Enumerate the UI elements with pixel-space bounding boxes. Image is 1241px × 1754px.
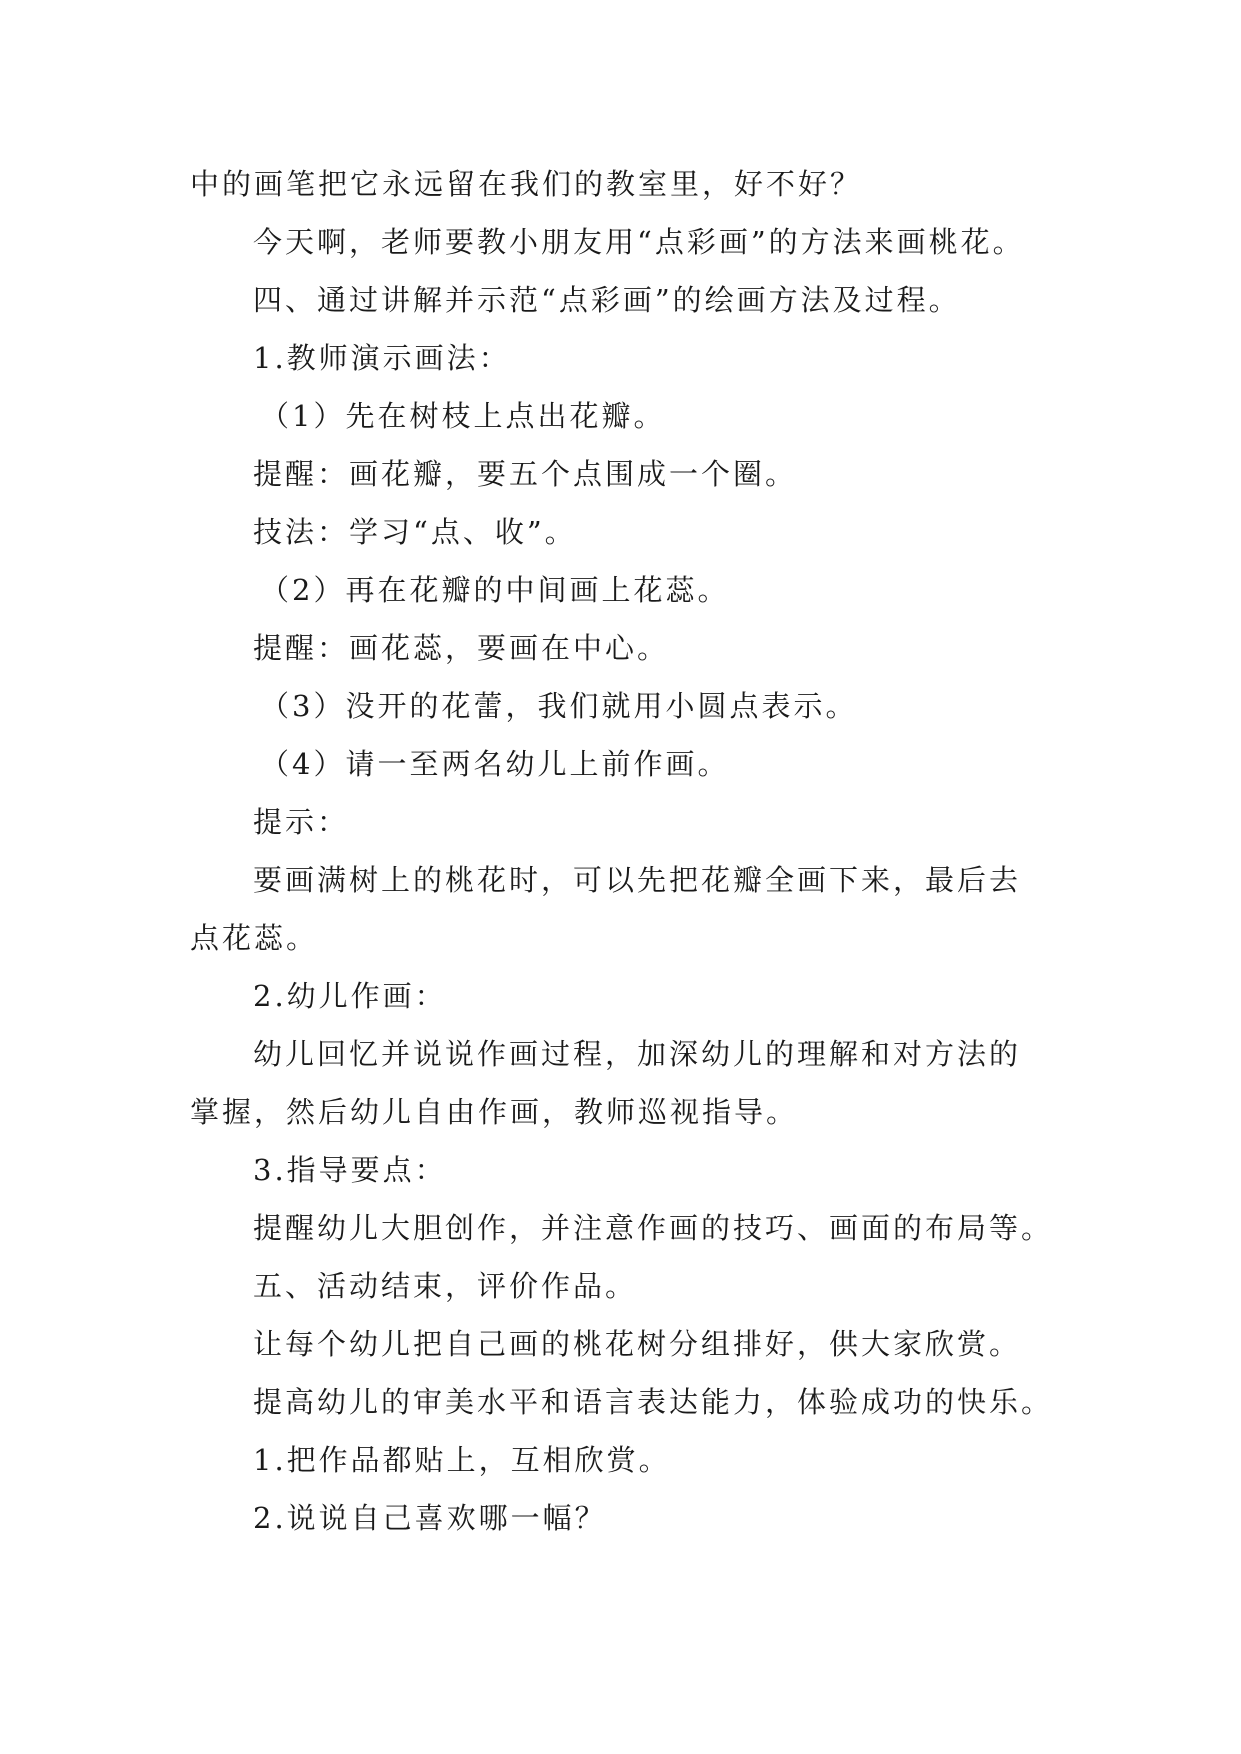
paragraph-line: 技法：学习“点、收”。	[253, 515, 577, 549]
paragraph-line: （4）请一至两名幼儿上前作画。	[260, 747, 730, 781]
paragraph-line: 点花蕊。	[190, 921, 319, 955]
paragraph-line: 让每个幼儿把自己画的桃花树分组排好，供大家欣赏。	[253, 1327, 1022, 1361]
paragraph-line: 提醒幼儿大胆创作，并注意作画的技巧、画面的布局等。	[253, 1211, 1054, 1245]
paragraph-line: 提醒：画花瓣，要五个点围成一个圈。	[253, 457, 798, 491]
paragraph-line: 今天啊，老师要教小朋友用“点彩画”的方法来画桃花。	[253, 225, 1025, 259]
paragraph-line: （2）再在花瓣的中间画上花蕊。	[260, 573, 730, 607]
paragraph-line: 2.说说自己喜欢哪一幅？	[253, 1501, 607, 1535]
paragraph-line: 要画满树上的桃花时，可以先把花瓣全画下来，最后去	[253, 863, 1022, 897]
paragraph-line: 四、通过讲解并示范“点彩画”的绘画方法及过程。	[253, 283, 961, 317]
paragraph-line: 幼儿回忆并说说作画过程，加深幼儿的理解和对方法的	[253, 1037, 1022, 1071]
paragraph-line: （3）没开的花蕾，我们就用小圆点表示。	[260, 689, 858, 723]
paragraph-line: 2.幼儿作画：	[253, 979, 447, 1013]
paragraph-line: 中的画笔把它永远留在我们的教室里，好不好？	[190, 167, 863, 201]
paragraph-line: （1）先在树枝上点出花瓣。	[260, 399, 666, 433]
paragraph-line: 提醒：画花蕊，要画在中心。	[253, 631, 670, 665]
paragraph-line: 提高幼儿的审美水平和语言表达能力，体验成功的快乐。	[253, 1385, 1054, 1419]
paragraph-line: 提示：	[253, 805, 350, 839]
paragraph-line: 1.把作品都贴上，互相欣赏。	[253, 1443, 671, 1477]
paragraph-line: 五、活动结束，评价作品。	[253, 1269, 638, 1303]
paragraph-line: 1.教师演示画法：	[253, 341, 511, 375]
paragraph-line: 掌握，然后幼儿自由作画，教师巡视指导。	[190, 1095, 799, 1129]
paragraph-line: 3.指导要点：	[253, 1153, 447, 1187]
